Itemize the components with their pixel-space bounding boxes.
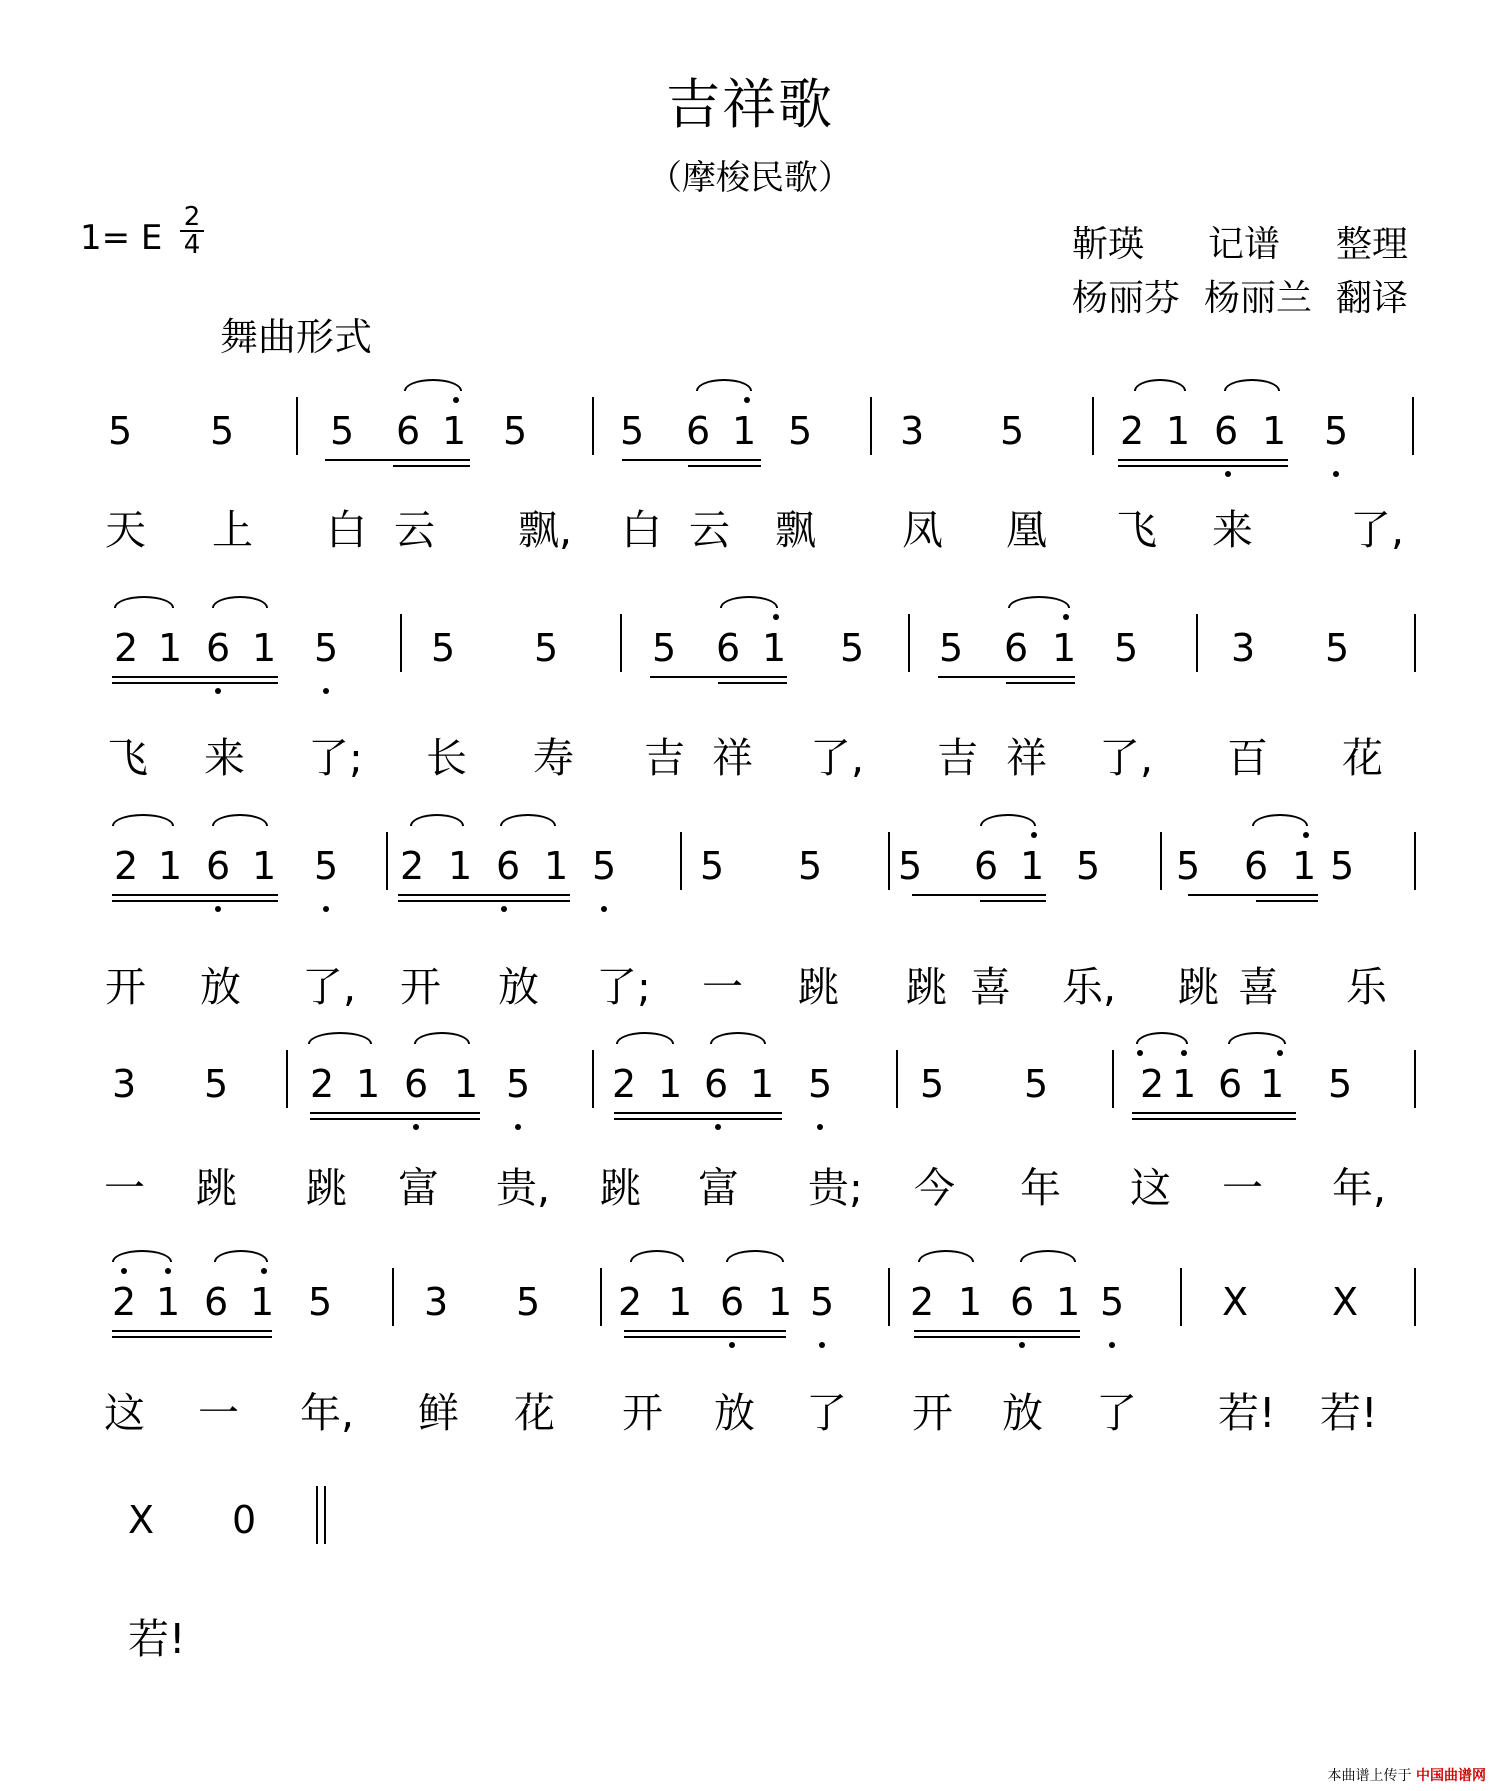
note: 5 xyxy=(1330,844,1355,888)
barline xyxy=(592,397,594,455)
lyric-syllable: 贵; xyxy=(808,1164,863,1212)
barline xyxy=(286,1050,288,1108)
final-barline xyxy=(316,1486,318,1544)
note: 1 xyxy=(1166,409,1191,453)
note: 2 xyxy=(310,1062,335,1106)
note: 1 xyxy=(762,626,787,670)
beam-underline xyxy=(938,676,1075,678)
barline xyxy=(680,832,682,890)
lyric-syllable: 了; xyxy=(308,734,363,782)
slur-arc xyxy=(404,379,462,391)
octave-dot-low xyxy=(323,906,329,912)
lyric-syllable: 飞 xyxy=(107,734,148,782)
lyric-syllable: 上 xyxy=(212,506,253,554)
octave-dot-low xyxy=(501,906,507,912)
beam-underline xyxy=(310,1118,480,1120)
note: 6 xyxy=(496,844,521,888)
barline xyxy=(296,397,298,455)
beam-underline xyxy=(614,1118,782,1120)
octave-dot-high xyxy=(744,397,750,403)
note: 1 xyxy=(1172,1062,1197,1106)
lyric-syllable: 祥 xyxy=(712,734,753,782)
note: 5 xyxy=(330,409,355,453)
slur-arc xyxy=(630,1250,684,1262)
slur-arc xyxy=(212,596,268,608)
note: 1 xyxy=(448,844,473,888)
credit-author: 靳瑛 xyxy=(1072,224,1145,265)
note: 5 xyxy=(798,844,823,888)
note: 6 xyxy=(1244,844,1269,888)
beam-underline xyxy=(614,1112,782,1114)
lyric-syllable: 喜 xyxy=(1238,963,1279,1011)
note: 1 xyxy=(958,1280,983,1324)
key-signature: 1= E xyxy=(80,218,163,258)
beam-underline xyxy=(325,459,470,461)
slur-arc xyxy=(212,814,268,826)
note: 5 xyxy=(534,626,559,670)
beam-underline xyxy=(1256,900,1318,902)
beam-underline xyxy=(112,1330,272,1332)
note: 2 xyxy=(1140,1062,1165,1106)
footer xyxy=(1328,1765,1486,1785)
lyric-syllable: 年 xyxy=(1020,1164,1061,1212)
credit-translator-1: 杨丽芬 xyxy=(1072,278,1181,319)
octave-dot-high xyxy=(165,1268,171,1274)
barline xyxy=(400,614,402,672)
lyric-syllable: 今 xyxy=(914,1164,955,1212)
lyric-syllable: 了; xyxy=(596,963,651,1011)
lyric-syllable: 喜 xyxy=(970,963,1011,1011)
note: 6 xyxy=(704,1062,729,1106)
lyric-syllable: 放 xyxy=(714,1389,755,1437)
beam-underline xyxy=(310,1112,480,1114)
note: 3 xyxy=(900,409,925,453)
note: 5 xyxy=(788,409,813,453)
footer-site: 中国曲谱网 xyxy=(1416,1768,1486,1784)
octave-dot-high xyxy=(1303,832,1309,838)
octave-dot-high xyxy=(261,1268,267,1274)
note: 2 xyxy=(400,844,425,888)
note: 2 xyxy=(612,1062,637,1106)
slur-arc xyxy=(918,1250,974,1262)
note: 5 xyxy=(898,844,923,888)
credit-role-3: 翻译 xyxy=(1336,278,1409,319)
note: 5 xyxy=(506,1062,531,1106)
lyric-syllable: 若! xyxy=(1218,1389,1276,1437)
slur-arc xyxy=(1136,1032,1188,1044)
note: 6 xyxy=(396,409,421,453)
time-sig-bottom: 4 xyxy=(183,230,201,260)
lyric-syllable: 放 xyxy=(498,963,539,1011)
beam-underline xyxy=(914,1330,1080,1332)
note: 6 xyxy=(1004,626,1029,670)
lyric-syllable: 花 xyxy=(514,1389,555,1437)
note: 5 xyxy=(1114,626,1139,670)
lyric-syllable: 这 xyxy=(1130,1164,1171,1212)
octave-dot-high xyxy=(1031,832,1037,838)
beam-underline xyxy=(718,682,787,684)
slur-arc xyxy=(1020,1250,1076,1262)
octave-dot-low xyxy=(715,1124,721,1130)
note: 5 xyxy=(108,409,133,453)
note: 6 xyxy=(204,1280,229,1324)
note: 5 xyxy=(210,409,235,453)
beam-underline xyxy=(1188,894,1318,896)
lyric-syllable: 放 xyxy=(1002,1389,1043,1437)
lyric-syllable: 这 xyxy=(104,1389,145,1437)
note: X xyxy=(1332,1280,1359,1324)
note: 1 xyxy=(252,626,277,670)
note: 3 xyxy=(1231,626,1256,670)
lyric-syllable: 了, xyxy=(1099,734,1154,782)
lyric-syllable: 开 xyxy=(912,1389,953,1437)
beam-underline xyxy=(112,682,278,684)
lyric-syllable: 富 xyxy=(398,1164,439,1212)
lyric-syllable: 乐 xyxy=(1346,963,1387,1011)
slur-arc xyxy=(1008,596,1070,608)
beam-underline xyxy=(1118,465,1288,467)
lyric-syllable: 跳 xyxy=(798,963,839,1011)
note: 5 xyxy=(592,844,617,888)
octave-dot-low xyxy=(1333,471,1339,477)
slur-arc xyxy=(1134,379,1186,391)
note: 1 xyxy=(750,1062,775,1106)
note: 1 xyxy=(658,1062,683,1106)
lyric-syllable: 云 xyxy=(689,506,730,554)
note: 0 xyxy=(232,1498,257,1542)
note: 6 xyxy=(974,844,999,888)
slur-arc xyxy=(1224,379,1280,391)
lyric-syllable: 跳 xyxy=(1178,963,1219,1011)
octave-dot-low xyxy=(601,906,607,912)
lyric-syllable: 来 xyxy=(1212,506,1253,554)
note: 1 xyxy=(544,844,569,888)
beam-underline xyxy=(912,894,1046,896)
note: 2 xyxy=(114,626,139,670)
barline xyxy=(620,614,622,672)
lyric-syllable: 了, xyxy=(1350,506,1405,554)
lyric-syllable: 了, xyxy=(810,734,865,782)
time-sig-top: 2 xyxy=(183,202,201,232)
slur-arc xyxy=(112,1250,172,1262)
octave-dot-high xyxy=(1277,1050,1283,1056)
page-title: 吉祥歌 xyxy=(666,73,834,136)
barline xyxy=(1180,1268,1182,1326)
beam-underline xyxy=(112,894,278,896)
slur-arc xyxy=(616,1032,674,1044)
note: 5 xyxy=(503,409,528,453)
time-signature xyxy=(180,202,204,260)
barline xyxy=(1414,832,1416,890)
note: 1 xyxy=(158,844,183,888)
lyric-syllable: 飞 xyxy=(1116,506,1157,554)
lyric-syllable: 凰 xyxy=(1006,506,1047,554)
slur-arc xyxy=(114,596,174,608)
note: 5 xyxy=(810,1280,835,1324)
note: 1 xyxy=(768,1280,793,1324)
slur-arc xyxy=(1228,1032,1286,1044)
lyric-syllable: 天 xyxy=(105,506,146,554)
beam-underline xyxy=(1132,1118,1296,1120)
note: 1 xyxy=(454,1062,479,1106)
note: 3 xyxy=(424,1280,449,1324)
lyric-syllable: 祥 xyxy=(1006,734,1047,782)
note: 5 xyxy=(620,409,645,453)
beam-underline xyxy=(980,900,1046,902)
note: 5 xyxy=(314,626,339,670)
note: 5 xyxy=(1000,409,1025,453)
barline xyxy=(888,1268,890,1326)
lyric-syllable: 云 xyxy=(394,506,435,554)
slur-arc xyxy=(696,379,752,391)
barline xyxy=(1112,1050,1114,1108)
barline xyxy=(896,1050,898,1108)
note: X xyxy=(1222,1280,1249,1324)
slur-arc xyxy=(214,1250,268,1262)
octave-dot-high xyxy=(453,397,459,403)
slur-arc xyxy=(980,814,1036,826)
slur-arc xyxy=(720,596,778,608)
note: 5 xyxy=(1325,626,1350,670)
slur-arc xyxy=(112,814,174,826)
octave-dot-high xyxy=(1181,1050,1187,1056)
octave-dot-low xyxy=(1019,1342,1025,1348)
final-barline xyxy=(324,1486,326,1544)
lyric-syllable: 寿 xyxy=(533,734,574,782)
lyric-syllable: 飘 xyxy=(775,506,816,554)
barline xyxy=(908,614,910,672)
note: 2 xyxy=(114,844,139,888)
credit-role-2: 整理 xyxy=(1336,224,1409,265)
note: 1 xyxy=(158,626,183,670)
barline xyxy=(600,1268,602,1326)
note: 6 xyxy=(206,626,231,670)
note: 5 xyxy=(1176,844,1201,888)
octave-dot-high xyxy=(121,1268,127,1274)
note: 5 xyxy=(808,1062,833,1106)
note: X xyxy=(128,1498,155,1542)
note: 1 xyxy=(252,844,277,888)
note: 6 xyxy=(206,844,231,888)
note: 1 xyxy=(1262,409,1287,453)
lyric-syllable: 开 xyxy=(400,963,441,1011)
octave-dot-low xyxy=(515,1124,521,1130)
lyric-syllable: 开 xyxy=(105,963,146,1011)
lyric-syllable: 凤 xyxy=(902,506,943,554)
note: 6 xyxy=(404,1062,429,1106)
note: 5 xyxy=(204,1062,229,1106)
barline xyxy=(1160,832,1162,890)
barline xyxy=(1092,397,1094,455)
credit-translator-2: 杨丽兰 xyxy=(1204,278,1313,319)
barline xyxy=(870,397,872,455)
octave-dot-high xyxy=(773,614,779,620)
lyric-syllable: 年, xyxy=(300,1389,355,1437)
note: 1 xyxy=(668,1280,693,1324)
barline xyxy=(1414,1268,1416,1326)
octave-dot-low xyxy=(323,688,329,694)
lyric-syllable: 富 xyxy=(698,1164,739,1212)
lyric-syllable: 飘, xyxy=(518,506,573,554)
note: 2 xyxy=(618,1280,643,1324)
note: 5 xyxy=(1024,1062,1049,1106)
barline xyxy=(888,832,890,890)
slur-arc xyxy=(414,1032,470,1044)
barline xyxy=(1196,614,1198,672)
barline xyxy=(1412,397,1414,455)
barline xyxy=(392,1268,394,1326)
lyric-syllable: 吉 xyxy=(644,734,685,782)
octave-dot-high xyxy=(1063,614,1069,620)
note: 5 xyxy=(920,1062,945,1106)
slur-arc xyxy=(410,814,464,826)
lyric-syllable: 跳 xyxy=(906,963,947,1011)
lyric-syllable: 鲜 xyxy=(418,1389,459,1437)
octave-dot-low xyxy=(1225,471,1231,477)
note: 1 xyxy=(356,1062,381,1106)
octave-dot-low xyxy=(1109,1342,1115,1348)
note: 6 xyxy=(720,1280,745,1324)
beam-underline xyxy=(112,900,278,902)
slur-arc xyxy=(308,1032,372,1044)
lyric-syllable: 一 xyxy=(104,1164,145,1212)
lyric-syllable: 花 xyxy=(1342,734,1383,782)
lyric-syllable: 了 xyxy=(1096,1389,1137,1437)
lyric-syllable: 跳 xyxy=(600,1164,641,1212)
note: 2 xyxy=(1120,409,1145,453)
lyric-syllable: 一 xyxy=(198,1389,239,1437)
note: 5 xyxy=(1324,409,1349,453)
note: 5 xyxy=(314,844,339,888)
note: 2 xyxy=(112,1280,137,1324)
beam-underline xyxy=(624,1336,786,1338)
beam-underline xyxy=(624,1330,786,1332)
lyric-syllable: 了, xyxy=(302,963,357,1011)
footer-prefix: 本曲谱上传于 xyxy=(1327,1768,1412,1784)
beam-underline xyxy=(112,676,278,678)
beam-underline xyxy=(112,1336,272,1338)
beam-underline xyxy=(398,900,570,902)
note: 6 xyxy=(1010,1280,1035,1324)
lyric-syllable: 跳 xyxy=(306,1164,347,1212)
note: 6 xyxy=(1218,1062,1243,1106)
note: 5 xyxy=(652,626,677,670)
lyric-syllable: 白 xyxy=(621,506,662,554)
note: 6 xyxy=(686,409,711,453)
note: 1 xyxy=(156,1280,181,1324)
octave-dot-low xyxy=(729,1342,735,1348)
octave-dot-high xyxy=(1137,1050,1143,1056)
note: 6 xyxy=(716,626,741,670)
barline xyxy=(1414,614,1416,672)
note: 1 xyxy=(732,409,757,453)
note: 5 xyxy=(1100,1280,1125,1324)
lyric-syllable: 一 xyxy=(702,963,743,1011)
lyric-syllable: 吉 xyxy=(937,734,978,782)
slur-arc xyxy=(1252,814,1308,826)
note: 5 xyxy=(939,626,964,670)
note: 5 xyxy=(308,1280,333,1324)
octave-dot-low xyxy=(819,1342,825,1348)
beam-underline xyxy=(1132,1112,1296,1114)
octave-dot-low xyxy=(215,906,221,912)
note: 1 xyxy=(1056,1280,1081,1324)
lyric-syllable: 开 xyxy=(622,1389,663,1437)
note: 5 xyxy=(840,626,865,670)
beam-underline xyxy=(688,465,761,467)
octave-dot-low xyxy=(413,1124,419,1130)
lyric-syllable: 乐, xyxy=(1062,963,1117,1011)
note: 2 xyxy=(910,1280,935,1324)
lyric-syllable: 来 xyxy=(204,734,245,782)
beam-underline xyxy=(398,894,570,896)
note: 1 xyxy=(1292,844,1317,888)
beam-underline xyxy=(1006,682,1075,684)
lyric-syllable: 若! xyxy=(128,1615,186,1663)
note: 5 xyxy=(700,844,725,888)
note: 1 xyxy=(1260,1062,1285,1106)
beam-underline xyxy=(914,1336,1080,1338)
note: 6 xyxy=(1214,409,1239,453)
beam-underline xyxy=(1118,459,1288,461)
slur-arc xyxy=(500,814,556,826)
lyric-syllable: 贵, xyxy=(496,1164,551,1212)
note: 5 xyxy=(516,1280,541,1324)
performance-style: 舞曲形式 xyxy=(220,315,373,359)
slur-arc xyxy=(710,1032,766,1044)
slur-arc xyxy=(726,1250,784,1262)
lyric-syllable: 放 xyxy=(200,963,241,1011)
lyric-syllable: 白 xyxy=(326,506,367,554)
beam-underline xyxy=(650,676,787,678)
note: 5 xyxy=(431,626,456,670)
credit-role-1: 记谱 xyxy=(1208,224,1281,265)
barline xyxy=(386,832,388,890)
note: 1 xyxy=(1020,844,1045,888)
beam-underline xyxy=(622,459,761,461)
barline xyxy=(1414,1050,1416,1108)
lyric-syllable: 百 xyxy=(1227,734,1268,782)
note: 1 xyxy=(442,409,467,453)
beam-underline xyxy=(393,465,470,467)
note: 1 xyxy=(1052,626,1077,670)
lyric-syllable: 跳 xyxy=(196,1164,237,1212)
note: 5 xyxy=(1076,844,1101,888)
barline xyxy=(592,1050,594,1108)
note: 1 xyxy=(250,1280,275,1324)
lyric-syllable: 长 xyxy=(426,734,467,782)
note: 5 xyxy=(1328,1062,1353,1106)
octave-dot-low xyxy=(817,1124,823,1130)
octave-dot-low xyxy=(215,688,221,694)
lyric-syllable: 年, xyxy=(1332,1164,1387,1212)
note: 3 xyxy=(112,1062,137,1106)
lyric-syllable: 若! xyxy=(1320,1389,1378,1437)
lyric-syllable: 了 xyxy=(806,1389,847,1437)
subtitle: （摩梭民歌） xyxy=(648,158,852,198)
lyric-syllable: 一 xyxy=(1222,1164,1263,1212)
